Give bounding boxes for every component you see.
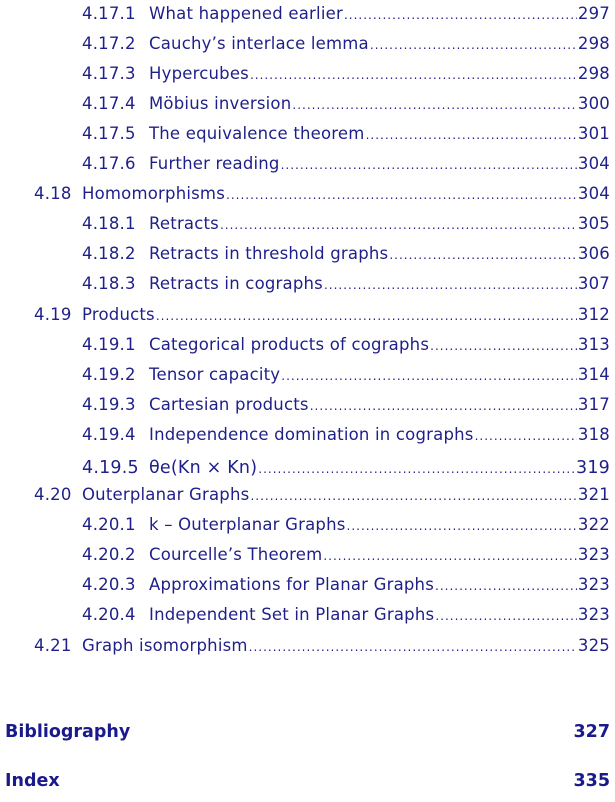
toc-entry-4-20[interactable] — [0, 485, 615, 509]
page-number: 300 — [577, 94, 610, 113]
dot-leader — [310, 399, 577, 413]
section-title: Tensor capacity — [149, 365, 281, 384]
section-number: 4.20.2 — [82, 545, 136, 564]
section-title: Approximations for Planar Graphs — [149, 575, 435, 594]
page-number: 312 — [577, 305, 610, 324]
dot-leader — [281, 158, 577, 172]
page-number: 327 — [573, 722, 610, 742]
dot-leader — [226, 188, 577, 202]
section-title: Independence domination in cographs — [149, 425, 474, 444]
dot-leader — [430, 339, 577, 353]
section-title: Möbius inversion — [149, 94, 292, 113]
dot-leader — [156, 309, 577, 323]
section-title: Cauchy’s interlace lemma — [149, 34, 369, 53]
page-number: 323 — [577, 545, 610, 564]
toc-entry-4-18[interactable] — [0, 184, 615, 208]
page-number: 305 — [577, 214, 610, 233]
section-title: Categorical products of cographs — [149, 335, 430, 354]
toc-entry-4-18-3[interactable] — [0, 274, 615, 298]
toc-entry-4-19-2[interactable] — [0, 365, 615, 389]
toc-entry-4-19[interactable] — [0, 305, 615, 329]
dot-leader — [249, 640, 577, 654]
toc-entry-4-17-3[interactable] — [0, 64, 615, 88]
page-number: 323 — [577, 605, 610, 624]
page-number: 321 — [577, 485, 610, 504]
section-number: 4.20.1 — [82, 515, 136, 534]
dot-leader — [347, 519, 577, 533]
toc-entry-4-19-5[interactable] — [0, 458, 615, 482]
section-number: 4.20.4 — [82, 605, 136, 624]
section-number: 4.18.3 — [82, 274, 136, 293]
section-title: Independent Set in Planar Graphs — [149, 605, 435, 624]
page-number: 307 — [577, 274, 610, 293]
page-number: 304 — [577, 184, 610, 203]
section-number: 4.18 — [34, 184, 72, 203]
page-number: 304 — [577, 154, 610, 173]
toc-entry-4-19-4[interactable] — [0, 425, 615, 449]
section-number: 4.19 — [34, 305, 72, 324]
section-number: 4.17.4 — [82, 94, 136, 113]
section-number: 4.17.3 — [82, 64, 136, 83]
section-title: The equivalence theorem — [149, 124, 365, 143]
section-title: Cartesian products — [149, 395, 309, 414]
dot-leader — [250, 68, 577, 82]
toc-entry-4-20-1[interactable] — [0, 515, 615, 539]
dot-leader — [389, 248, 577, 262]
page-number: 313 — [577, 335, 610, 354]
section-title: Homomorphisms — [82, 184, 226, 203]
section-number: 4.17.2 — [82, 34, 136, 53]
dot-leader — [370, 38, 577, 52]
section-title: Courcelle’s Theorem — [149, 545, 323, 564]
section-number: 4.17.1 — [82, 4, 136, 23]
section-number: 4.20.3 — [82, 575, 136, 594]
toc-entry-4-17-4[interactable] — [0, 94, 615, 118]
section-title: What happened earlier — [149, 4, 343, 23]
toc-entry-4-17-1[interactable] — [0, 4, 615, 28]
page-number: 298 — [577, 64, 610, 83]
toc-entry-4-20-2[interactable] — [0, 545, 615, 569]
section-title: k – Outerplanar Graphs — [149, 515, 346, 534]
section-number: 4.20 — [34, 485, 72, 504]
dot-leader — [250, 489, 576, 503]
dot-leader — [258, 462, 575, 476]
section-number: 4.21 — [34, 636, 72, 655]
section-title: θe(Kn × Kn) — [149, 458, 258, 478]
section-title: Retracts — [149, 214, 219, 233]
section-title: Retracts in threshold graphs — [149, 244, 389, 263]
toc-entry-4-17-6[interactable] — [0, 154, 615, 178]
page-number: 323 — [577, 575, 610, 594]
page-number: 319 — [575, 458, 610, 478]
toc-chapter-bibliography[interactable] — [5, 722, 610, 742]
dot-leader — [475, 429, 577, 443]
section-title: Retracts in cographs — [149, 274, 323, 293]
section-number: 4.19.3 — [82, 395, 136, 414]
dot-leader — [324, 278, 577, 292]
page-number: 335 — [573, 771, 610, 791]
toc-entry-4-17-5[interactable] — [0, 124, 615, 148]
dot-leader — [435, 609, 577, 623]
page-number: 298 — [577, 34, 610, 53]
section-number: 4.19.2 — [82, 365, 136, 384]
dot-leader — [220, 218, 577, 232]
toc-entry-4-20-3[interactable] — [0, 575, 615, 599]
toc-entry-4-19-3[interactable] — [0, 395, 615, 419]
toc-entry-4-21[interactable] — [0, 636, 615, 660]
section-title: Graph isomorphism — [82, 636, 248, 655]
page-number: 314 — [577, 365, 610, 384]
page-number: 301 — [577, 124, 610, 143]
toc-chapter-index[interactable] — [5, 771, 610, 791]
page-number: 325 — [577, 636, 610, 655]
section-number: 4.18.1 — [82, 214, 136, 233]
chapter-title: Index — [5, 771, 60, 791]
section-number: 4.18.2 — [82, 244, 136, 263]
chapter-title: Bibliography — [5, 722, 131, 742]
page-number: 297 — [577, 4, 610, 23]
section-title: Further reading — [149, 154, 280, 173]
toc-entry-4-18-2[interactable] — [0, 244, 615, 268]
toc-entry-4-20-4[interactable] — [0, 605, 615, 629]
dot-leader — [292, 98, 577, 112]
dot-leader — [435, 579, 577, 593]
section-title: Outerplanar Graphs — [82, 485, 250, 504]
toc-entry-4-17-2[interactable] — [0, 34, 615, 58]
section-title: Hypercubes — [149, 64, 249, 83]
section-number: 4.19.4 — [82, 425, 136, 444]
section-number: 4.19.1 — [82, 335, 136, 354]
page-number: 318 — [577, 425, 610, 444]
section-title: Products — [82, 305, 155, 324]
section-number: 4.17.6 — [82, 154, 136, 173]
section-number: 4.17.5 — [82, 124, 136, 143]
page-number: 306 — [577, 244, 610, 263]
page-number: 317 — [577, 395, 610, 414]
page-number: 322 — [577, 515, 610, 534]
section-number: 4.19.5 — [82, 458, 139, 478]
dot-leader — [323, 549, 577, 563]
toc-entry-4-18-1[interactable] — [0, 214, 615, 238]
dot-leader — [281, 369, 577, 383]
dot-leader — [344, 8, 577, 22]
dot-leader — [366, 128, 577, 142]
toc-entry-4-19-1[interactable] — [0, 335, 615, 359]
